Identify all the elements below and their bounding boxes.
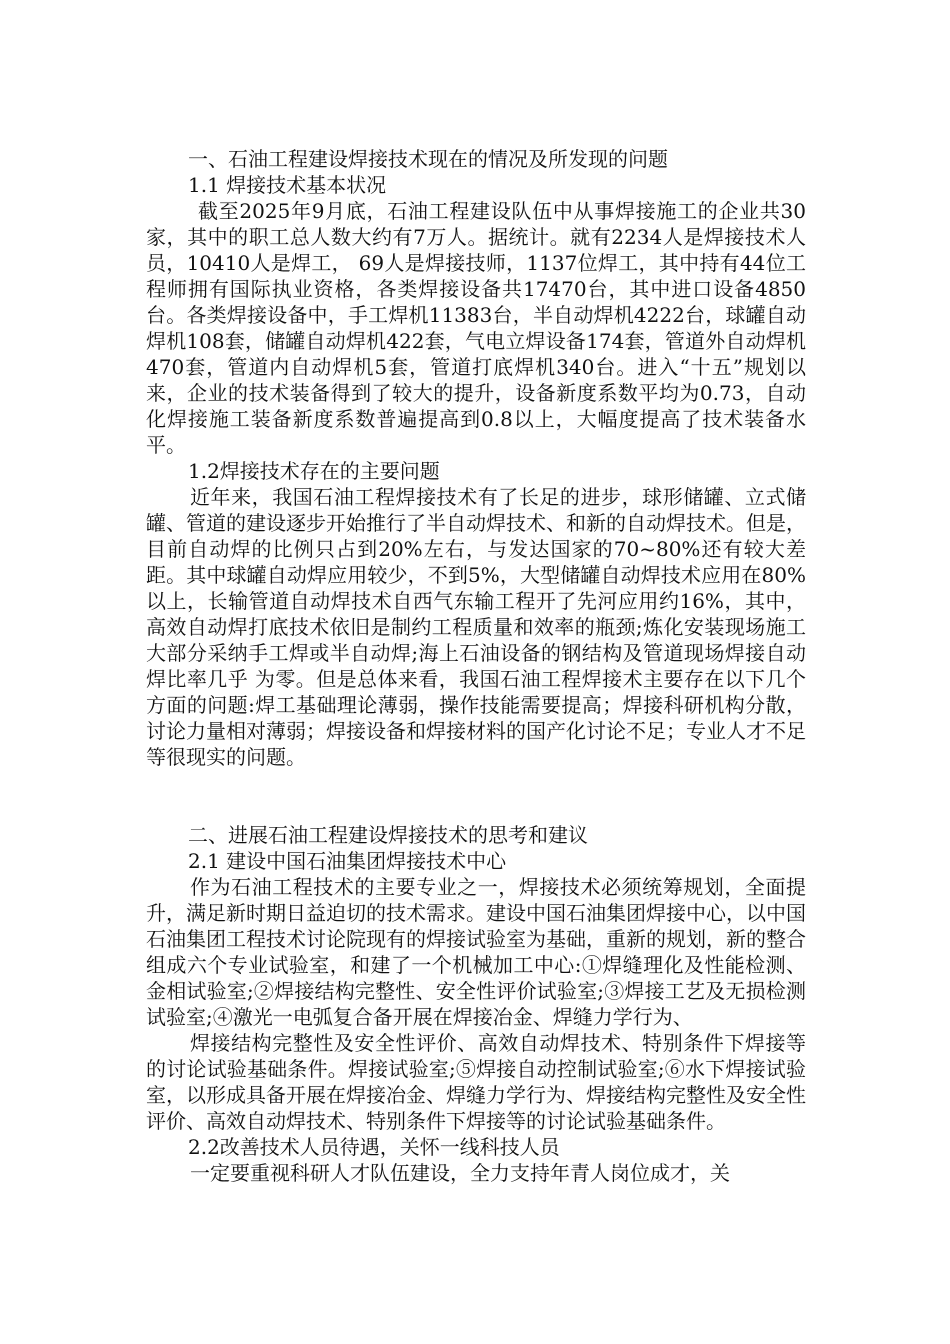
section-spacer bbox=[146, 770, 806, 822]
paragraph-1-1: 截至2025年9月底，石油工程建设队伍中从事焊接施工的企业共30家，其中的职工总人数大约有7万人。据统计。就有2234人是焊接技术人员，10410人是焊工， 69人是焊接技师，1137位焊工，其中持有44位工程师拥有国际执业资格，各类焊接设备共17470台，其中进口设备4850台。各类焊接设备中，手工焊机11383台，半自动焊机4222台，球罐自动焊机108套，储罐自动焊机422套，气电立焊设备174套，管道外自动焊机470套，管道内自动焊机5套，管道打底焊机340台。进入“十五”规划以来，企业的技术装备得到了较大的提升，设备新度系数平均为0.73，自动化焊接施工装备新度系数普遍提高到0.8以上，大幅度提高了技术装备水平。 bbox=[146, 199, 806, 457]
document-body bbox=[146, 146, 806, 1186]
section-heading-1: 一、石油工程建设焊接技术现在的情况及所发现的问题 bbox=[188, 147, 668, 171]
paragraph-2-1-a: 作为石油工程技术的主要专业之一，焊接技术必须统筹规划，全面提升，满足新时期日益迫切的技术需求。建设中国石油集团焊接中心，以中国石油集团工程技术讨论院现有的焊接试验室为基础，重新的规划，新的整合组成六个专业试验室，和建了一个机械加工中心:①焊缝理化及性能检测、金相试验室;②焊接结构完整性、安全性评价试验室;③焊接工艺及无损检测试验室;④激光一电弧复合备开展在焊接冶金、焊缝力学行为、 bbox=[146, 875, 806, 1029]
subsection-title-2-2: 2.2改善技术人员待遇，关怀一线科技人员 bbox=[188, 1135, 560, 1159]
subsection-title-1-1: 1.1 焊接技术基本状况 bbox=[188, 173, 387, 197]
paragraph-2-1-b: 焊接结构完整性及安全性评价、高效自动焊技术、特别条件下焊接等的讨论试验基础条件。焊接试验室;⑤焊接自动控制试验室;⑥水下焊接试验室，以形成具备开展在焊接冶金、焊缝力学行为、焊接结构完整性及安全性评价、高效自动焊技术、特别条件下焊接等的讨论试验基础条件。 bbox=[146, 1031, 806, 1133]
section-heading-2: 二、进展石油工程建设焊接技术的思考和建议 bbox=[188, 823, 588, 847]
subsection-title-2-1: 2.1 建设中国石油集团焊接技术中心 bbox=[188, 849, 507, 873]
paragraph-2-2: 一定要重视科研人才队伍建设，全力支持年青人岗位成才，关 bbox=[190, 1161, 730, 1185]
subsection-title-1-2: 1.2焊接技术存在的主要问题 bbox=[188, 459, 440, 483]
paragraph-1-2: 近年来，我国石油工程焊接技术有了长足的进步，球形储罐、立式储罐、管道的建设逐步开始推行了半自动焊技术、和新的自动焊技术。但是，目前自动焊的比例只占到20%左右，与发达国家的70~80%还有较大差距。其中球罐自动焊应用较少，不到5%，大型储罐自动焊技术应用在80%以上，长输管道自动焊技术自西气东输工程开了先河应用约16%，其中，高效自动焊打底技术依旧是制约工程质量和效率的瓶颈;炼化安装现场施工大部分采纳手工焊或半自动焊;海上石油设备的钢结构及管道现场焊接自动焊比率几乎 为零。但是总体来看，我国石油工程焊接术主要存在以下几个方面的问题:焊工基础理论薄弱，操作技能需要提高；焊接科研机构分散，讨论力量相对薄弱；焊接设备和焊接材料的国产化讨论不足；专业人才不足等很现实的问题。 bbox=[146, 485, 806, 769]
